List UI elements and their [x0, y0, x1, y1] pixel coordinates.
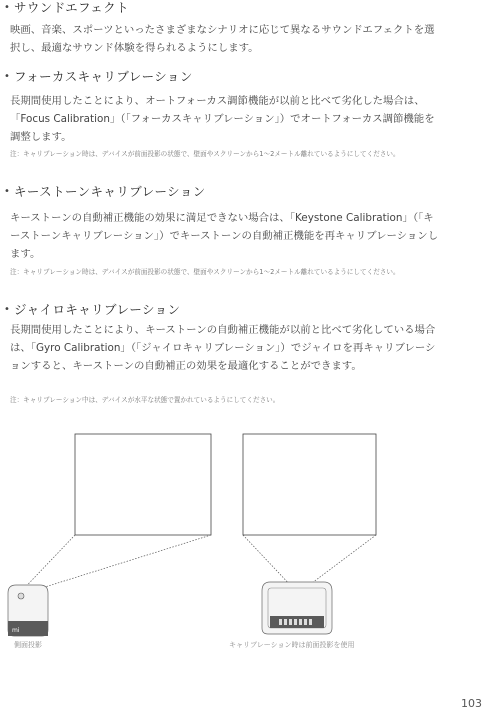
right-screen	[243, 434, 376, 535]
projection-diagram	[0, 425, 488, 655]
projector-side-view	[8, 585, 48, 636]
bullet-icon: •	[4, 2, 10, 13]
section-body: 映画、音楽、スポーツといったさまざまなシナリオに応じて異なるサウンドエフェクトを選択し、最適なサウンド体験を得られるようにします。	[10, 24, 435, 54]
section-title: ジャイロキャリブレーション	[14, 302, 181, 317]
bullet-icon: •	[4, 186, 10, 197]
section-body: キーストーンの自動補正機能の効果に満足できない場合は、「Keystone Calibration」（「キーストーンキャリブレーション」）でキーストーンの自動補正機能を再キャリブレーションします。	[10, 212, 439, 260]
device-logo: mi	[12, 627, 20, 634]
left-projection-line	[45, 535, 211, 587]
projector-front-view	[262, 582, 332, 634]
section-body: 長期間使用したことにより、オートフォーカス調節機能が以前と比べて劣化した場合は、「Focus Calibration」（「フォーカスキャリブレーション」）でオートフォーカス調節機能を調整します。	[10, 95, 435, 143]
left-caption: 側面投影	[14, 641, 42, 649]
section-title: キーストーンキャリブレーション	[14, 184, 206, 199]
section-note: 注：キャリブレーション時は、デバイスが前面投影の状態で、壁面やスクリーンから1〜2メートル離れているようにしてください。	[10, 268, 400, 276]
section-note: 注：キャリブレーション時は、デバイスが前面投影の状態で、壁面やスクリーンから1〜2メートル離れているようにしてください。	[10, 150, 400, 158]
section-title: サウンドエフェクト	[14, 0, 129, 15]
section-note: 注：キャリブレーション中は、デバイスが水平な状態で置かれているようにしてください。	[10, 396, 280, 404]
page-number: 103	[461, 697, 482, 710]
section-body: 長期間使用したことにより、キーストーンの自動補正機能が以前と比べて劣化している場合は、「Gyro Calibration」（「ジャイロキャリブレーション」）でジャイロを再キャリブレーションすると、キーストーンの自動補正の効果を最適化することができます。	[10, 324, 436, 372]
bullet-icon: •	[4, 304, 10, 315]
left-screen	[75, 434, 211, 535]
section-title: フォーカスキャリブレーション	[14, 69, 193, 84]
bullet-icon: •	[4, 71, 10, 82]
right-caption: キャリブレーション時は前面投影を使用	[229, 641, 355, 649]
right-projection-line	[243, 535, 294, 589]
right-projection-line	[304, 535, 376, 589]
